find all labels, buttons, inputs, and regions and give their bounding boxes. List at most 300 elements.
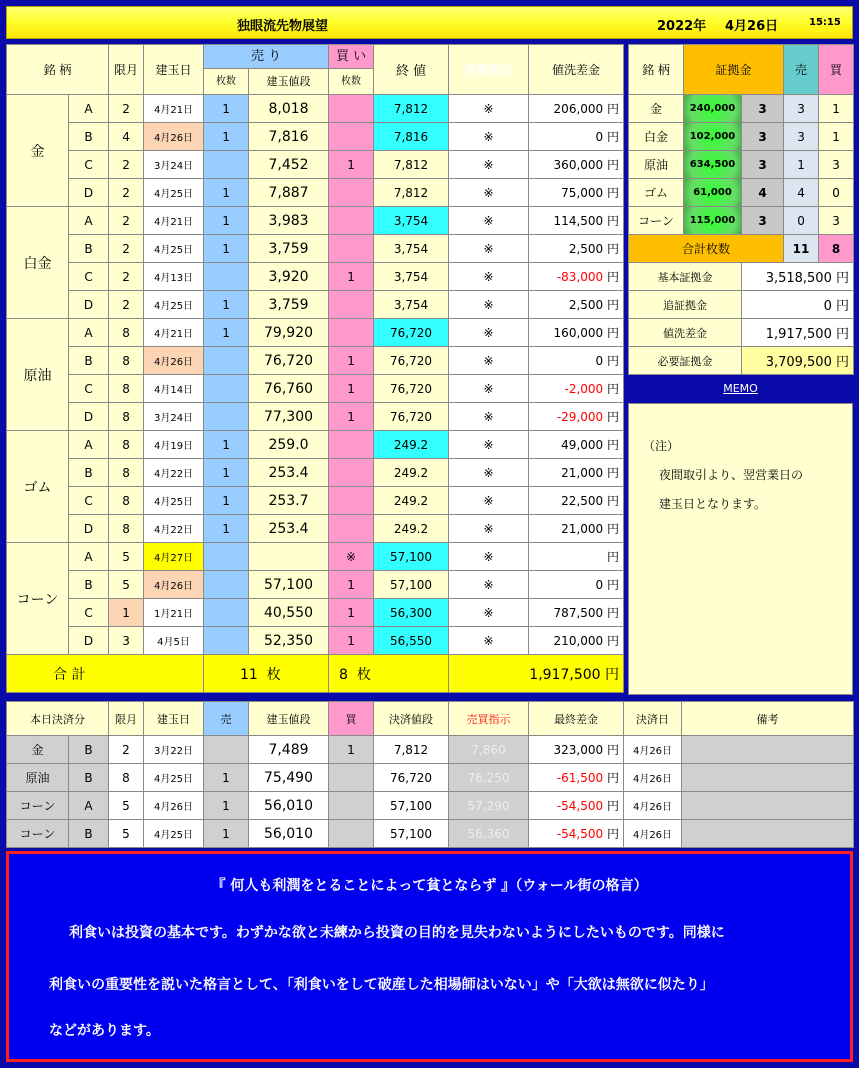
settlement-month: 8	[109, 764, 144, 792]
position-close: 76,720	[374, 347, 449, 375]
settlement-name: 原油	[7, 764, 69, 792]
col-buy-group	[329, 45, 374, 95]
position-sub: D	[69, 403, 109, 431]
position-diff	[529, 263, 624, 291]
position-diff-unit: 円	[607, 438, 620, 452]
quote-title: 『 何人も利潤をとることによって貧とならず 』（ウォール街の格言）	[211, 878, 648, 894]
settlement-price: 56,010	[249, 820, 329, 848]
position-buy-qty	[329, 95, 374, 123]
position-sell-qty	[204, 151, 249, 179]
position-row	[7, 179, 624, 207]
quote-line3: などがあります。	[49, 1023, 160, 1039]
position-date: 4月5日	[144, 627, 204, 655]
position-close: 249.2	[374, 515, 449, 543]
position-diff-unit: 円	[607, 522, 620, 536]
commodity-name: ゴム	[7, 431, 69, 543]
position-month: 1	[109, 599, 144, 627]
margin-sell: 1	[784, 151, 819, 179]
position-diff	[529, 431, 624, 459]
position-diff	[529, 207, 624, 235]
settlement-col-5: 買	[329, 702, 374, 736]
position-sell-qty: 1	[204, 515, 249, 543]
commodity-name: コーン	[7, 543, 69, 655]
margin-summary-row	[629, 291, 854, 319]
position-date: 4月21日	[144, 95, 204, 123]
margin-buy: 1	[819, 95, 854, 123]
position-signal: ※	[449, 487, 529, 515]
margin-summary-value	[742, 319, 854, 347]
settlement-buy-qty	[329, 764, 374, 792]
settlement-col-9: 決済日	[624, 702, 682, 736]
col-tategyoku-nedan: 建玉値段	[249, 69, 328, 94]
position-close: 3,754	[374, 207, 449, 235]
position-buy-qty: 1	[329, 151, 374, 179]
position-diff-value: 160,000	[553, 326, 604, 340]
position-diff-unit: 円	[607, 158, 620, 172]
settlement-diff-value: 323,000	[553, 743, 604, 757]
position-sub: A	[69, 95, 109, 123]
settlement-settle-price: 57,100	[374, 820, 449, 848]
col-sell-maisu: 枚数	[204, 69, 249, 94]
margin-name: 白金	[629, 123, 684, 151]
col-sell-group	[204, 45, 329, 95]
margin-row	[629, 207, 854, 235]
position-sub: B	[69, 347, 109, 375]
position-close: 3,754	[374, 263, 449, 291]
margin-summary-row	[629, 347, 854, 375]
position-diff-value: 360,000	[553, 158, 604, 172]
position-sell-qty	[204, 263, 249, 291]
position-date: 4月26日	[144, 347, 204, 375]
position-row	[7, 235, 624, 263]
position-buy-qty	[329, 487, 374, 515]
col-nearai: 値洗差金	[529, 45, 624, 95]
margin-mult: 3	[742, 123, 784, 151]
position-signal: ※	[449, 543, 529, 571]
position-diff-unit: 円	[607, 214, 620, 228]
margin-summary-row	[629, 319, 854, 347]
margin-col-uri: 売	[784, 45, 819, 95]
margin-row	[629, 179, 854, 207]
settlement-header	[7, 702, 854, 736]
position-diff-value: 114,500	[553, 214, 604, 228]
totals-sell	[204, 655, 329, 693]
position-close: 7,812	[374, 179, 449, 207]
position-row	[7, 319, 624, 347]
position-date: 3月24日	[144, 403, 204, 431]
margin-summary-value	[742, 347, 854, 375]
position-diff-value: 49,000	[561, 438, 604, 452]
margin-buy: 1	[819, 123, 854, 151]
position-diff	[529, 571, 624, 599]
position-sub: A	[69, 431, 109, 459]
position-row	[7, 207, 624, 235]
settlement-date: 4月25日	[144, 820, 204, 848]
position-buy-qty: 1	[329, 599, 374, 627]
settlement-col-8: 最終差金	[529, 702, 624, 736]
position-sell-qty: 1	[204, 487, 249, 515]
position-price: 52,350	[249, 627, 329, 655]
margin-summary-unit: 円	[836, 271, 850, 286]
settlement-month: 5	[109, 820, 144, 848]
position-sell-qty: 1	[204, 459, 249, 487]
margin-summary-value	[742, 263, 854, 291]
col-meigara: 銘 柄	[7, 45, 109, 95]
position-date: 4月19日	[144, 431, 204, 459]
position-signal: ※	[449, 347, 529, 375]
position-close: 7,816	[374, 123, 449, 151]
settlement-date: 4月26日	[144, 792, 204, 820]
position-close: 57,100	[374, 571, 449, 599]
settlement-note	[682, 820, 854, 848]
position-diff	[529, 95, 624, 123]
margin-sell: 3	[784, 123, 819, 151]
position-diff-unit: 円	[607, 494, 620, 508]
position-sell-qty: 1	[204, 291, 249, 319]
position-sell-qty	[204, 599, 249, 627]
position-sell-qty	[204, 627, 249, 655]
position-buy-qty: 1	[329, 347, 374, 375]
margin-summary-label: 必要証拠金	[629, 347, 742, 375]
margin-buy: 3	[819, 151, 854, 179]
position-row	[7, 459, 624, 487]
position-price: 7,816	[249, 123, 329, 151]
position-sell-qty	[204, 375, 249, 403]
settlement-col-4: 建玉値段	[249, 702, 329, 736]
settlement-settle-price: 57,100	[374, 792, 449, 820]
memo-panel	[628, 403, 853, 695]
settlement-col-0: 本日決済分	[7, 702, 109, 736]
position-close: 56,300	[374, 599, 449, 627]
totals-diff	[449, 655, 624, 693]
margin-row	[629, 123, 854, 151]
position-diff-value: 0	[595, 578, 604, 592]
margin-summary-unit: 円	[836, 327, 850, 342]
position-buy-qty	[329, 515, 374, 543]
position-sub: C	[69, 375, 109, 403]
position-month: 8	[109, 403, 144, 431]
position-row	[7, 627, 624, 655]
col-gengetsu: 限月	[109, 45, 144, 95]
margin-col-kai: 買	[819, 45, 854, 95]
position-diff-value: 21,000	[561, 466, 604, 480]
position-diff	[529, 543, 624, 571]
memo-note-heading: （注）	[643, 439, 680, 453]
position-row	[7, 599, 624, 627]
position-close: 3,754	[374, 291, 449, 319]
position-date: 4月25日	[144, 487, 204, 515]
settlement-col-10: 備考	[682, 702, 854, 736]
position-sub: D	[69, 515, 109, 543]
settlement-price: 75,490	[249, 764, 329, 792]
position-diff	[529, 459, 624, 487]
position-diff	[529, 291, 624, 319]
settlement-date: 3月22日	[144, 736, 204, 764]
position-close: 76,720	[374, 319, 449, 347]
settlement-settle-price: 76,720	[374, 764, 449, 792]
position-sell-qty: 1	[204, 207, 249, 235]
position-buy-qty: 1	[329, 571, 374, 599]
position-date: 4月26日	[144, 123, 204, 151]
position-signal: ※	[449, 571, 529, 599]
position-signal: ※	[449, 235, 529, 263]
position-row	[7, 571, 624, 599]
settlement-diff-value: -61,500	[556, 771, 604, 785]
position-diff-unit: 円	[607, 354, 620, 368]
margin-name: 金	[629, 95, 684, 123]
settlement-col-3: 売	[204, 702, 249, 736]
position-price: 76,760	[249, 375, 329, 403]
margin-amount: 61,000	[684, 179, 742, 207]
margin-col-shokokin: 証拠金	[684, 45, 784, 95]
baibai-shiji-button[interactable]: 売買指示	[449, 45, 529, 95]
position-diff-value: 206,000	[553, 102, 604, 116]
settlement-sell-qty: 1	[204, 792, 249, 820]
settlement-sell-qty	[204, 736, 249, 764]
margin-summary-unit: 円	[836, 299, 850, 314]
page-title: 独眼流先物展望	[237, 19, 329, 34]
margin-summary-amount: 3,709,500	[765, 355, 832, 370]
position-diff-value: 210,000	[553, 634, 604, 648]
position-diff-value: 75,000	[561, 186, 604, 200]
position-sell-qty: 1	[204, 319, 249, 347]
settlement-signal: 56,360	[449, 820, 529, 848]
positions-header	[7, 45, 624, 95]
position-diff-unit: 円	[607, 102, 620, 116]
position-close: 56,550	[374, 627, 449, 655]
margin-summary-unit: 円	[836, 355, 850, 370]
position-buy-qty: 1	[329, 627, 374, 655]
position-buy-qty: 1	[329, 403, 374, 431]
margin-buy: 0	[819, 179, 854, 207]
position-close: 76,720	[374, 403, 449, 431]
count-buy: 8	[819, 235, 854, 263]
settlement-note	[682, 792, 854, 820]
margin-buy: 3	[819, 207, 854, 235]
position-date: 1月21日	[144, 599, 204, 627]
position-signal: ※	[449, 459, 529, 487]
settlement-sub: B	[69, 820, 109, 848]
position-price: 7,452	[249, 151, 329, 179]
position-diff-unit: 円	[607, 410, 620, 424]
settlement-sdate: 4月26日	[624, 764, 682, 792]
position-diff	[529, 235, 624, 263]
settlement-month: 2	[109, 736, 144, 764]
position-signal: ※	[449, 599, 529, 627]
position-row	[7, 431, 624, 459]
position-close: 7,812	[374, 95, 449, 123]
position-date: 4月26日	[144, 571, 204, 599]
position-signal: ※	[449, 627, 529, 655]
position-sell-qty: 1	[204, 95, 249, 123]
position-buy-qty: 1	[329, 375, 374, 403]
positions-table	[6, 44, 624, 693]
settlement-date: 4月25日	[144, 764, 204, 792]
settlement-diff	[529, 820, 624, 848]
position-diff	[529, 151, 624, 179]
position-price: 3,759	[249, 235, 329, 263]
margin-amount: 634,500	[684, 151, 742, 179]
settlement-sub: A	[69, 792, 109, 820]
totals-sell-unit: 枚	[266, 666, 281, 683]
position-sell-qty: 1	[204, 431, 249, 459]
margin-sell: 0	[784, 207, 819, 235]
position-sell-qty: 1	[204, 235, 249, 263]
position-sub: B	[69, 459, 109, 487]
position-buy-qty: 1	[329, 263, 374, 291]
settlement-diff-unit: 円	[606, 827, 619, 841]
position-signal: ※	[449, 95, 529, 123]
position-price: 57,100	[249, 571, 329, 599]
position-buy-qty	[329, 235, 374, 263]
position-signal: ※	[449, 403, 529, 431]
position-diff	[529, 599, 624, 627]
settlement-signal: 57,290	[449, 792, 529, 820]
position-price: 253.4	[249, 515, 329, 543]
position-signal: ※	[449, 319, 529, 347]
col-kai: 買 い	[329, 45, 373, 69]
position-date: 4月25日	[144, 179, 204, 207]
col-owarine: 終 値	[374, 45, 449, 95]
position-sub: B	[69, 235, 109, 263]
commodity-name: 白金	[7, 207, 69, 319]
position-price: 3,920	[249, 263, 329, 291]
position-date: 4月13日	[144, 263, 204, 291]
position-buy-qty: ※	[329, 543, 374, 571]
position-month: 2	[109, 207, 144, 235]
position-signal: ※	[449, 179, 529, 207]
position-sub: A	[69, 319, 109, 347]
settlement-signal: 76,250	[449, 764, 529, 792]
totals-buy	[329, 655, 449, 693]
position-diff-unit: 円	[607, 270, 620, 284]
margin-amount: 102,000	[684, 123, 742, 151]
position-sell-qty	[204, 403, 249, 431]
position-sub: A	[69, 207, 109, 235]
memo-link[interactable]: MEMO	[628, 377, 853, 401]
position-close: 7,812	[374, 151, 449, 179]
settlement-note	[682, 736, 854, 764]
count-label: 合計枚数	[629, 235, 784, 263]
date-label: 4月26日	[725, 19, 779, 34]
commodity-name: 原油	[7, 319, 69, 431]
position-close: 249.2	[374, 431, 449, 459]
settlement-name: コーン	[7, 820, 69, 848]
count-sell: 11	[784, 235, 819, 263]
position-diff	[529, 375, 624, 403]
position-diff-unit: 円	[607, 130, 620, 144]
position-signal: ※	[449, 291, 529, 319]
position-sub: D	[69, 291, 109, 319]
margin-name: コーン	[629, 207, 684, 235]
margin-summary-amount: 0	[823, 299, 832, 314]
position-date: 3月24日	[144, 151, 204, 179]
position-row	[7, 347, 624, 375]
settlement-row	[7, 820, 854, 848]
position-sub: D	[69, 627, 109, 655]
quote-line2: 利食いの重要性を説いた格言として、「利食いをして破産した相場師はいない」や「大欲は無欲に似たり」	[49, 977, 714, 993]
settlement-diff-unit: 円	[606, 771, 619, 785]
position-sub: B	[69, 123, 109, 151]
settlement-month: 5	[109, 792, 144, 820]
settlement-col-1: 限月	[109, 702, 144, 736]
settlement-signal: 7,860	[449, 736, 529, 764]
totals-sell-count: 11	[240, 666, 258, 683]
position-price: 3,759	[249, 291, 329, 319]
settlement-price: 7,489	[249, 736, 329, 764]
memo-note-line2: 建玉日となります。	[659, 497, 767, 511]
position-date: 4月22日	[144, 515, 204, 543]
position-month: 2	[109, 235, 144, 263]
settlement-diff	[529, 736, 624, 764]
position-date: 4月25日	[144, 291, 204, 319]
position-diff-unit: 円	[607, 242, 620, 256]
position-diff	[529, 627, 624, 655]
position-date: 4月21日	[144, 319, 204, 347]
margin-amount: 115,000	[684, 207, 742, 235]
position-sell-qty: 1	[204, 123, 249, 151]
totals-diff-value: 1,917,500	[529, 666, 601, 683]
position-row	[7, 543, 624, 571]
position-month: 5	[109, 571, 144, 599]
position-sub: C	[69, 151, 109, 179]
position-sub: C	[69, 263, 109, 291]
position-month: 2	[109, 263, 144, 291]
position-diff	[529, 123, 624, 151]
position-diff-value: -83,000	[556, 270, 604, 284]
position-price: 77,300	[249, 403, 329, 431]
margin-row	[629, 151, 854, 179]
position-diff-unit: 円	[607, 382, 620, 396]
position-month: 8	[109, 319, 144, 347]
margin-name: ゴム	[629, 179, 684, 207]
position-row	[7, 291, 624, 319]
settlement-col-7: 売買指示	[449, 702, 529, 736]
position-diff	[529, 515, 624, 543]
position-month: 2	[109, 291, 144, 319]
settlement-buy-qty	[329, 820, 374, 848]
position-price: 8,018	[249, 95, 329, 123]
position-diff	[529, 347, 624, 375]
settlement-note	[682, 764, 854, 792]
margin-mult: 3	[742, 151, 784, 179]
settlement-sub: B	[69, 736, 109, 764]
position-diff-unit: 円	[607, 186, 620, 200]
commodity-name: 金	[7, 95, 69, 207]
position-diff-unit: 円	[607, 578, 620, 592]
col-buy-maisu: 枚数	[329, 69, 373, 94]
position-month: 2	[109, 151, 144, 179]
position-price: 40,550	[249, 599, 329, 627]
settlement-sdate: 4月26日	[624, 792, 682, 820]
position-price	[249, 543, 329, 571]
position-price: 79,920	[249, 319, 329, 347]
margin-summary-label: 追証拠金	[629, 291, 742, 319]
position-buy-qty	[329, 123, 374, 151]
settlement-row	[7, 792, 854, 820]
settlement-buy-qty	[329, 792, 374, 820]
position-sub: A	[69, 543, 109, 571]
settlement-sdate: 4月26日	[624, 736, 682, 764]
position-diff-value: 21,000	[561, 522, 604, 536]
position-price: 253.7	[249, 487, 329, 515]
position-row	[7, 487, 624, 515]
position-diff-unit: 円	[607, 606, 620, 620]
margin-name: 原油	[629, 151, 684, 179]
settlement-col-6: 決済値段	[374, 702, 449, 736]
position-date: 4月22日	[144, 459, 204, 487]
quote-line1: 利食いは投資の基本です。わずかな欲と未練から投資の目的を見失わないようにしたいものです。同様に	[69, 925, 725, 941]
